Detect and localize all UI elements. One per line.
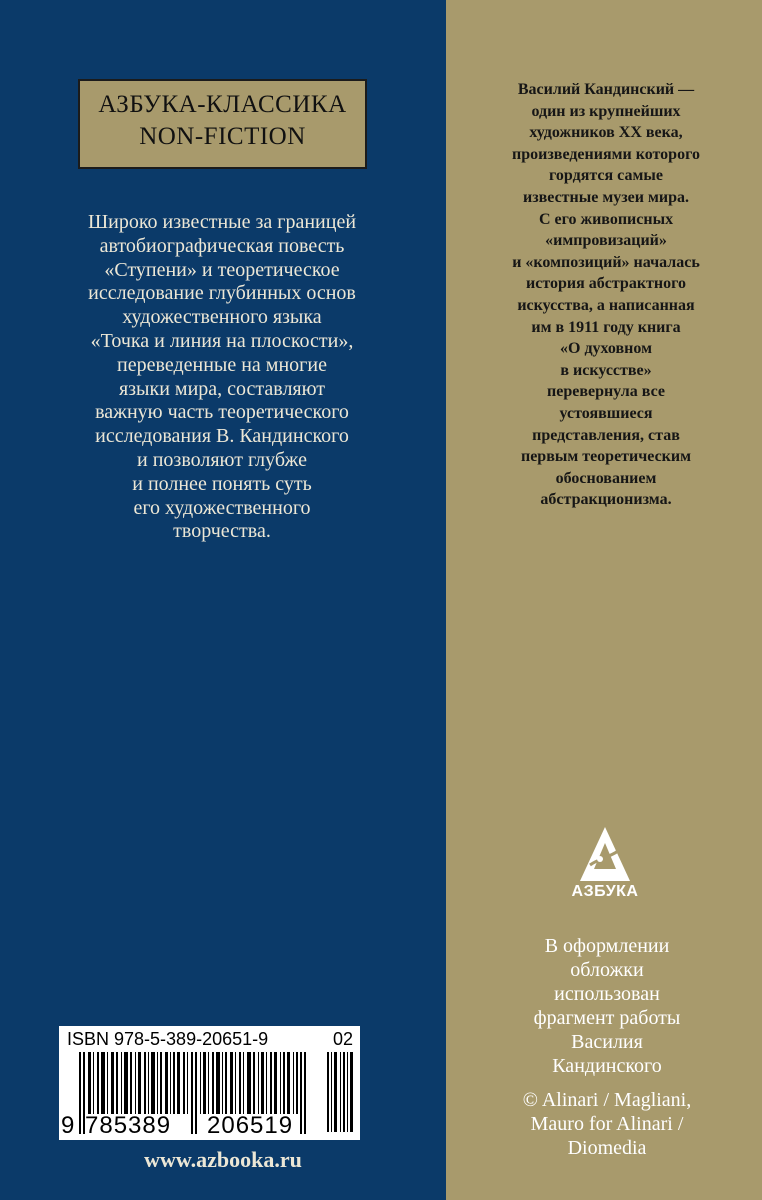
right-description-line: им в 1911 году книга xyxy=(531,318,681,336)
series-title: АЗБУКА-КЛАССИКА xyxy=(98,91,347,118)
right-description-line: «О духовном xyxy=(560,340,652,358)
right-description-line: искусства, а написанная xyxy=(517,296,695,314)
right-description-line: перевернула все xyxy=(547,383,665,401)
right-description-line: первым теоретическим xyxy=(520,448,692,466)
photo-credit-line: Mauro for Alinari / xyxy=(530,1113,684,1135)
left-description-line: языки мира, составляют xyxy=(118,377,326,400)
left-description-line: «Ступени» и теоретическое xyxy=(104,258,340,281)
right-description-line: представления, став xyxy=(532,426,680,444)
series-label-box xyxy=(78,79,367,169)
left-description-line: автобиографическая повесть xyxy=(99,234,345,257)
barcode-digit-first: 9 xyxy=(61,1112,76,1139)
left-description-line: художественного языка xyxy=(122,306,322,329)
cover-credit-line: Кандинского xyxy=(552,1055,662,1077)
right-description-line: художников XX века, xyxy=(529,124,683,142)
cover-credit-line: Василия xyxy=(571,1031,643,1053)
isbn-barcode xyxy=(59,1026,360,1140)
right-description-line: история абстрактного xyxy=(526,275,686,293)
left-description-line: важную часть теоретического xyxy=(95,401,349,424)
right-description-line: абстракционизма. xyxy=(540,491,672,509)
photo-credit-line: Diomedia xyxy=(567,1137,647,1159)
right-description-line: Василий Кандинский — xyxy=(517,81,695,98)
photo-credit-line: © Alinari / Magliani, xyxy=(522,1089,692,1111)
cover-credit xyxy=(492,934,722,1160)
right-description-line: обоснованием xyxy=(555,469,657,487)
right-description xyxy=(468,79,744,511)
publisher-logo xyxy=(560,825,650,905)
left-description-line: творчества. xyxy=(173,520,271,543)
left-description-line: «Точка и линия на плоскости», xyxy=(90,329,354,352)
right-description-line: устоявшиеся xyxy=(559,404,653,422)
right-description-line: один из крупнейших xyxy=(531,102,681,120)
azbuka-triangle-logo-icon xyxy=(560,825,650,885)
cover-credit-line: обложки xyxy=(570,959,644,981)
right-description-line: «импровизаций» xyxy=(545,232,667,250)
left-description-line: и полнее понять суть xyxy=(132,472,312,495)
photo-credit xyxy=(492,1088,722,1160)
left-description-line: исследования В. Кандинского xyxy=(95,425,349,448)
right-description-line: произведениями которого xyxy=(512,145,700,163)
right-description-line: гордятся самые xyxy=(549,167,663,185)
publisher-logo-text: АЗБУКА xyxy=(571,883,639,900)
left-description-line: исследование глубинных основ xyxy=(88,282,356,305)
left-description xyxy=(46,211,398,544)
right-description-line: С его живописных xyxy=(538,210,674,228)
cover-credit-line: В оформлении xyxy=(544,935,670,957)
right-description-line: и «композиций» началась xyxy=(512,253,700,271)
left-description-line: его художественного xyxy=(133,496,311,519)
isbn-number: ISBN 978-5-389-20651-9 xyxy=(67,1029,269,1049)
right-description-line: в искусстве» xyxy=(560,361,652,379)
barcode-digit-group: 206519 xyxy=(207,1112,294,1139)
left-description-line: Широко известные за границей xyxy=(87,211,357,233)
barcode-addon-code: 02 xyxy=(333,1029,354,1049)
barcode-digit-group: 785389 xyxy=(85,1112,172,1139)
publisher-website: www.azbooka.ru xyxy=(144,1147,302,1172)
left-description-line: и позволяют глубже xyxy=(137,448,307,471)
right-description-line: известные музеи мира. xyxy=(522,188,690,206)
left-description-line: переведенные на многие xyxy=(117,353,327,376)
series-subtitle: NON-FICTION xyxy=(139,123,306,150)
cover-credit-line: использован xyxy=(554,983,660,1005)
cover-credit-line: фрагмент работы xyxy=(533,1007,681,1029)
